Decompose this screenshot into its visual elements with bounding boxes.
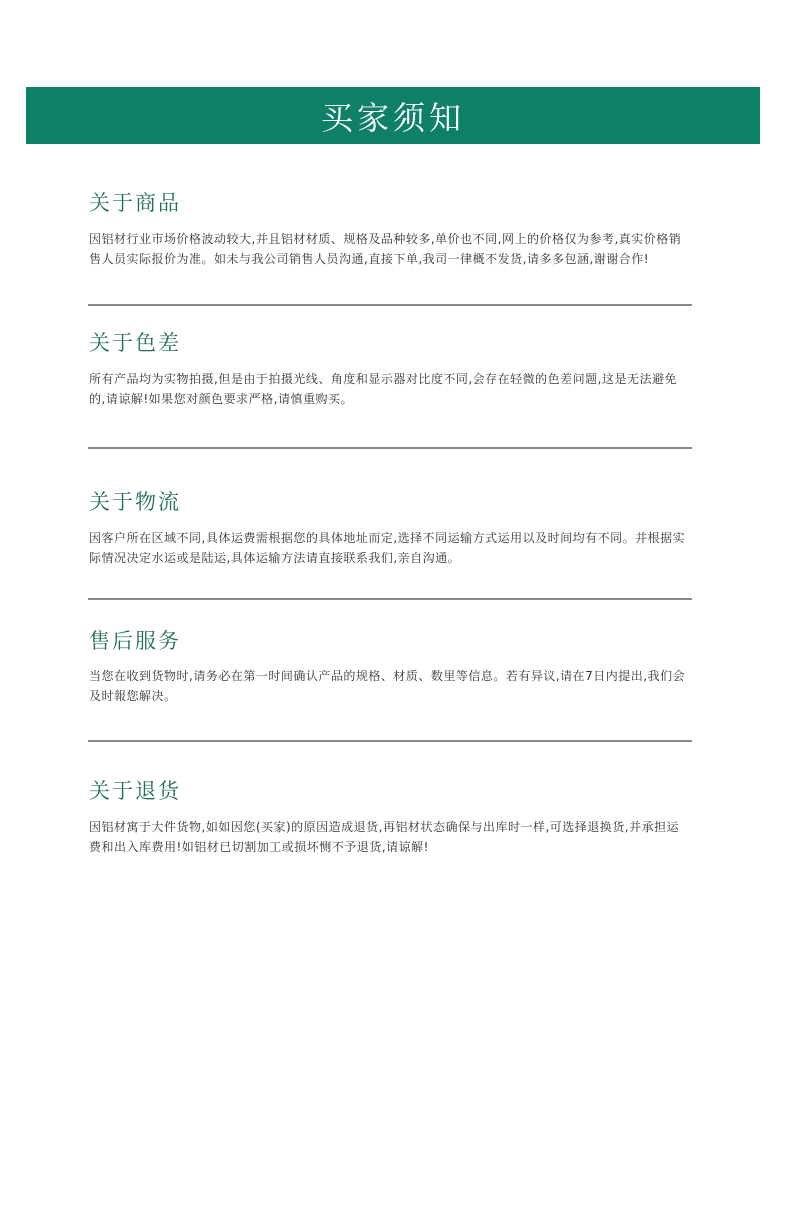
section-title: 售后服务: [89, 629, 181, 653]
section-title: 关于退货: [89, 779, 181, 803]
page-title: 买家须知: [320, 98, 465, 137]
header-banner: [26, 87, 760, 144]
section-title: 关于商品: [89, 191, 181, 215]
divider: [88, 447, 692, 449]
section-body: 因铝材行业市场价格波动较大,并且铝材材质、规格及品种较多,单价也不同,网上的价格仅为参考,真实价格销售人员实际报价为准。如未与我公司销售人员沟通,直接下单,我司一律概不发货,请多多包涵,谢谢合作!: [89, 232, 682, 266]
section-title: 关于物流: [89, 490, 181, 514]
divider: [88, 304, 692, 306]
divider: [88, 598, 692, 600]
section-body: 因客户所在区域不同,具体运费需根据您的具体地址而定,选择不同运输方式运用以及时间均有不同。并根据实际情况决定水运或是陆运,具体运输方法请直接联系我们,亲自沟通。: [89, 531, 686, 565]
divider: [88, 740, 692, 742]
section-body: 因铝材寓于大件货物,如如因您(买家)的原因造成退货,再铝材状态确保与出库时一样,可选择退换货,并承担运费和出入库费用!如铝材已切割加工或损坏恻不予退货,请谅解!: [89, 820, 680, 854]
section-body: 所有产品均为实物拍摄,但是由于拍摄光线、角度和显示器对比度不同,会存在轻微的色差问题,这是无法避免的,请谅解!如果您对颜色要求严格,请慎重购买。: [89, 372, 677, 406]
section-body: 当您在收到货物时,请务必在第一时间确认产品的规格、材质、数里等信息。若有异议,请在7日内提出,我们会及时報您解决。: [89, 669, 686, 703]
section-title: 关于色差: [89, 331, 181, 355]
